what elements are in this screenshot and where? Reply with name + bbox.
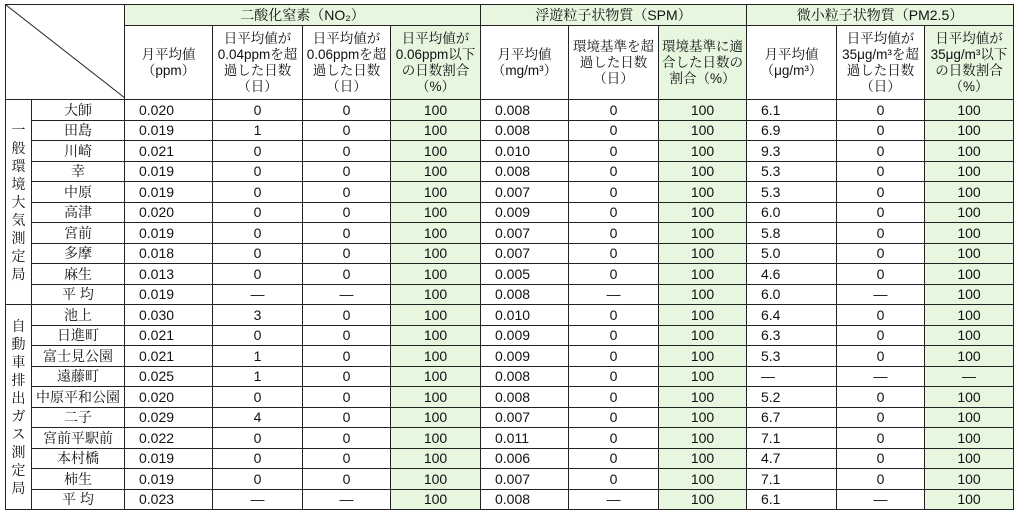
value-cell: 100 [391, 366, 481, 387]
value-cell: 0 [837, 448, 925, 469]
value-cell: 0 [303, 202, 391, 223]
table-row [6, 387, 1014, 408]
value-cell: 0.021 [125, 325, 213, 346]
value-cell: 100 [659, 161, 747, 182]
value-cell: 0 [213, 182, 303, 203]
value-cell: 100 [659, 407, 747, 428]
col-header: 日平均値が0.06ppm以下の日数割合（%） [391, 26, 481, 100]
value-cell: 0 [837, 346, 925, 367]
table-row [6, 223, 1014, 244]
value-cell: 0.009 [481, 346, 569, 367]
value-cell: 7.1 [747, 428, 837, 449]
value-cell: 100 [659, 100, 747, 121]
value-cell: 100 [925, 141, 1014, 162]
value-cell: 0.019 [125, 448, 213, 469]
value-cell: 0.019 [125, 182, 213, 203]
value-cell: 6.7 [747, 407, 837, 428]
table-row [6, 202, 1014, 223]
value-cell: 100 [925, 284, 1014, 305]
col-header: 月平均値（ppm） [125, 26, 213, 100]
group-header-spm: 浮遊粒子状物質（SPM） [481, 5, 747, 26]
value-cell: 0 [837, 120, 925, 141]
value-cell: 1 [213, 120, 303, 141]
value-cell: 100 [925, 428, 1014, 449]
value-cell: 100 [925, 407, 1014, 428]
value-cell: 0 [569, 161, 659, 182]
value-cell: 100 [391, 325, 481, 346]
value-cell: 0 [303, 243, 391, 264]
value-cell: 0 [303, 305, 391, 326]
value-cell: — [747, 366, 837, 387]
value-cell: 5.8 [747, 223, 837, 244]
value-cell: 0.008 [481, 489, 569, 510]
value-cell: 0 [213, 243, 303, 264]
value-cell: 0.008 [481, 387, 569, 408]
value-cell: 100 [925, 120, 1014, 141]
value-cell: 0 [213, 428, 303, 449]
value-cell: 100 [391, 202, 481, 223]
value-cell: 0 [303, 448, 391, 469]
value-cell: — [837, 366, 925, 387]
value-cell: 0 [303, 264, 391, 285]
value-cell: 0 [837, 141, 925, 162]
value-cell: — [837, 284, 925, 305]
station-name: 日進町 [32, 325, 125, 346]
value-cell: 100 [391, 120, 481, 141]
value-cell: 9.3 [747, 141, 837, 162]
value-cell: 0.007 [481, 469, 569, 490]
value-cell: 0 [569, 141, 659, 162]
value-cell: 100 [391, 387, 481, 408]
value-cell: 100 [925, 161, 1014, 182]
value-cell: — [925, 366, 1014, 387]
value-cell: 0 [303, 407, 391, 428]
value-cell: 0.013 [125, 264, 213, 285]
value-cell: 100 [925, 448, 1014, 469]
average-label: 平 均 [32, 489, 125, 510]
value-cell: 100 [391, 448, 481, 469]
value-cell: 0 [569, 387, 659, 408]
value-cell: 100 [659, 489, 747, 510]
value-cell: 0.010 [481, 141, 569, 162]
value-cell: 100 [925, 100, 1014, 121]
value-cell: 100 [391, 305, 481, 326]
value-cell: 0.019 [125, 120, 213, 141]
value-cell: 0 [303, 120, 391, 141]
table-row [6, 346, 1014, 367]
station-name: 多摩 [32, 243, 125, 264]
value-cell: 0 [569, 407, 659, 428]
value-cell: 0 [569, 366, 659, 387]
value-cell: 4.6 [747, 264, 837, 285]
value-cell: 0 [213, 161, 303, 182]
value-cell: 1 [213, 346, 303, 367]
value-cell: 100 [391, 407, 481, 428]
value-cell: 0 [569, 120, 659, 141]
value-cell: 0.008 [481, 120, 569, 141]
value-cell: 100 [391, 141, 481, 162]
col-header: 環境基準に適合した日数の割合（%） [659, 26, 747, 100]
value-cell: — [569, 489, 659, 510]
col-header: 月平均値（mg/m³） [481, 26, 569, 100]
value-cell: 100 [391, 284, 481, 305]
value-cell: 100 [659, 223, 747, 244]
value-cell: 4 [213, 407, 303, 428]
value-cell: 0.023 [125, 489, 213, 510]
station-name: 麻生 [32, 264, 125, 285]
value-cell: 4.7 [747, 448, 837, 469]
value-cell: 100 [659, 120, 747, 141]
value-cell: 0 [569, 448, 659, 469]
station-name: 幸 [32, 161, 125, 182]
value-cell: 0 [303, 223, 391, 244]
value-cell: 100 [391, 182, 481, 203]
value-cell: 0 [213, 325, 303, 346]
value-cell: 0.021 [125, 141, 213, 162]
value-cell: — [569, 284, 659, 305]
value-cell: 100 [925, 489, 1014, 510]
col-header: 日平均値が35μg/m³以下の日数割合（%） [925, 26, 1014, 100]
station-name: 池上 [32, 305, 125, 326]
station-group-label: 自動車排出ガス測定局 [6, 305, 32, 510]
value-cell: 100 [925, 223, 1014, 244]
value-cell: 0 [569, 428, 659, 449]
group-header-no2: 二酸化窒素（NO₂） [125, 5, 481, 26]
value-cell: 0 [837, 100, 925, 121]
col-header: 日平均値が0.04ppmを超過した日数（日） [213, 26, 303, 100]
value-cell: 0.007 [481, 223, 569, 244]
value-cell: 5.3 [747, 182, 837, 203]
value-cell: 0.008 [481, 366, 569, 387]
table-row [6, 243, 1014, 264]
value-cell: 0 [569, 100, 659, 121]
value-cell: 0 [837, 223, 925, 244]
value-cell: 0.019 [125, 469, 213, 490]
value-cell: 6.1 [747, 100, 837, 121]
table-row [6, 264, 1014, 285]
value-cell: 0.007 [481, 407, 569, 428]
value-cell: — [303, 489, 391, 510]
value-cell: — [303, 284, 391, 305]
table-row [6, 161, 1014, 182]
value-cell: 100 [659, 448, 747, 469]
value-cell: 0 [837, 469, 925, 490]
value-cell: 100 [659, 141, 747, 162]
value-cell: 0.006 [481, 448, 569, 469]
value-cell: 0.019 [125, 223, 213, 244]
value-cell: 100 [925, 264, 1014, 285]
value-cell: 0.025 [125, 366, 213, 387]
value-cell: 6.1 [747, 489, 837, 510]
value-cell: 3 [213, 305, 303, 326]
average-label: 平 均 [32, 284, 125, 305]
value-cell: 6.3 [747, 325, 837, 346]
value-cell: 100 [659, 182, 747, 203]
station-name: 本村橋 [32, 448, 125, 469]
value-cell: 0 [303, 428, 391, 449]
station-name: 二子 [32, 407, 125, 428]
value-cell: 0 [303, 161, 391, 182]
value-cell: 0 [213, 100, 303, 121]
value-cell: 100 [659, 428, 747, 449]
average-row [6, 284, 1014, 305]
value-cell: 0.030 [125, 305, 213, 326]
value-cell: 100 [659, 469, 747, 490]
value-cell: 0 [837, 161, 925, 182]
corner-cell [6, 5, 125, 100]
value-cell: 0 [213, 469, 303, 490]
table-row [6, 305, 1014, 326]
station-name: 田島 [32, 120, 125, 141]
value-cell: 100 [925, 387, 1014, 408]
table-row [6, 120, 1014, 141]
station-name: 柿生 [32, 469, 125, 490]
value-cell: 0 [569, 223, 659, 244]
value-cell: 0 [213, 387, 303, 408]
value-cell: 100 [659, 387, 747, 408]
value-cell: 0 [303, 141, 391, 162]
value-cell: 0 [569, 469, 659, 490]
value-cell: 0.007 [481, 182, 569, 203]
value-cell: 0.009 [481, 325, 569, 346]
value-cell: 100 [391, 223, 481, 244]
value-cell: 0 [569, 243, 659, 264]
value-cell: 100 [391, 161, 481, 182]
table-row [6, 325, 1014, 346]
value-cell: 0 [837, 428, 925, 449]
value-cell: 0 [303, 387, 391, 408]
value-cell: 100 [925, 202, 1014, 223]
value-cell: 100 [659, 325, 747, 346]
value-cell: 0.019 [125, 161, 213, 182]
average-row [6, 489, 1014, 510]
value-cell: 0.021 [125, 346, 213, 367]
diagonal-line [6, 5, 125, 98]
air-quality-table [5, 4, 1014, 510]
table-row [6, 428, 1014, 449]
station-name: 中原平和公園 [32, 387, 125, 408]
value-cell: 0 [213, 202, 303, 223]
station-name: 高津 [32, 202, 125, 223]
value-cell: 100 [925, 182, 1014, 203]
value-cell: — [213, 489, 303, 510]
value-cell: 6.4 [747, 305, 837, 326]
value-cell: 100 [391, 100, 481, 121]
table-row [6, 100, 1014, 121]
value-cell: 100 [659, 243, 747, 264]
station-name: 川崎 [32, 141, 125, 162]
value-cell: 0 [303, 325, 391, 346]
value-cell: 0.008 [481, 284, 569, 305]
value-cell: 0 [569, 346, 659, 367]
value-cell: 0 [837, 182, 925, 203]
value-cell: 0.010 [481, 305, 569, 326]
col-header: 環境基準を超過した日数（日） [569, 26, 659, 100]
value-cell: 0 [303, 366, 391, 387]
value-cell: 0.022 [125, 428, 213, 449]
value-cell: 0 [213, 141, 303, 162]
value-cell: 100 [925, 469, 1014, 490]
value-cell: 0 [213, 264, 303, 285]
station-name: 宮前平駅前 [32, 428, 125, 449]
value-cell: 0.011 [481, 428, 569, 449]
value-cell: 0 [213, 448, 303, 469]
col-header: 日平均値が0.06ppmを超過した日数（日） [303, 26, 391, 100]
col-header: 日平均値が35μg/m³を超過した日数（日） [837, 26, 925, 100]
value-cell: 5.0 [747, 243, 837, 264]
value-cell: 0 [569, 182, 659, 203]
value-cell: 100 [925, 346, 1014, 367]
value-cell: 100 [925, 305, 1014, 326]
station-name: 中原 [32, 182, 125, 203]
value-cell: 7.1 [747, 469, 837, 490]
value-cell: 0.020 [125, 387, 213, 408]
value-cell: 0 [569, 305, 659, 326]
table-row [6, 469, 1014, 490]
table-row [6, 366, 1014, 387]
value-cell: — [213, 284, 303, 305]
value-cell: 100 [925, 325, 1014, 346]
value-cell: 5.3 [747, 161, 837, 182]
group-header-pm25: 微小粒子状物質（PM2.5） [747, 5, 1014, 26]
value-cell: 100 [659, 202, 747, 223]
value-cell: 0.020 [125, 100, 213, 121]
value-cell: 0 [303, 346, 391, 367]
value-cell: 0.018 [125, 243, 213, 264]
value-cell: 100 [391, 346, 481, 367]
value-cell: 100 [391, 243, 481, 264]
value-cell: 0 [303, 469, 391, 490]
value-cell: 0 [837, 243, 925, 264]
value-cell: 100 [659, 264, 747, 285]
value-cell: 5.3 [747, 346, 837, 367]
value-cell: 0 [837, 325, 925, 346]
value-cell: 0 [213, 223, 303, 244]
value-cell: 6.9 [747, 120, 837, 141]
value-cell: 100 [659, 305, 747, 326]
value-cell: 0 [837, 305, 925, 326]
value-cell: 0 [837, 202, 925, 223]
value-cell: 100 [391, 428, 481, 449]
col-header: 月平均値（μg/m³） [747, 26, 837, 100]
value-cell: 6.0 [747, 202, 837, 223]
value-cell: 100 [659, 366, 747, 387]
table-row [6, 407, 1014, 428]
table-row [6, 448, 1014, 469]
value-cell: 0.019 [125, 284, 213, 305]
value-cell: 100 [391, 264, 481, 285]
station-group-label: 一般環境大気測定局 [6, 100, 32, 305]
value-cell: 0.007 [481, 243, 569, 264]
value-cell: 0.008 [481, 161, 569, 182]
value-cell: 0 [569, 264, 659, 285]
table-row [6, 141, 1014, 162]
value-cell: — [837, 489, 925, 510]
value-cell: 0.029 [125, 407, 213, 428]
value-cell: 0.008 [481, 100, 569, 121]
value-cell: 5.2 [747, 387, 837, 408]
value-cell: 100 [391, 469, 481, 490]
value-cell: 0.020 [125, 202, 213, 223]
table-row [6, 182, 1014, 203]
value-cell: 0 [569, 325, 659, 346]
value-cell: 100 [659, 284, 747, 305]
station-name: 宮前 [32, 223, 125, 244]
station-name: 大師 [32, 100, 125, 121]
value-cell: 0 [837, 387, 925, 408]
value-cell: 100 [659, 346, 747, 367]
value-cell: 0 [837, 407, 925, 428]
value-cell: 0 [303, 182, 391, 203]
station-name: 遠藤町 [32, 366, 125, 387]
value-cell: 0.005 [481, 264, 569, 285]
value-cell: 100 [925, 243, 1014, 264]
value-cell: 0 [303, 100, 391, 121]
value-cell: 6.0 [747, 284, 837, 305]
station-name: 富士見公園 [32, 346, 125, 367]
value-cell: 0 [837, 264, 925, 285]
value-cell: 0 [569, 202, 659, 223]
value-cell: 1 [213, 366, 303, 387]
value-cell: 100 [391, 489, 481, 510]
value-cell: 0.009 [481, 202, 569, 223]
